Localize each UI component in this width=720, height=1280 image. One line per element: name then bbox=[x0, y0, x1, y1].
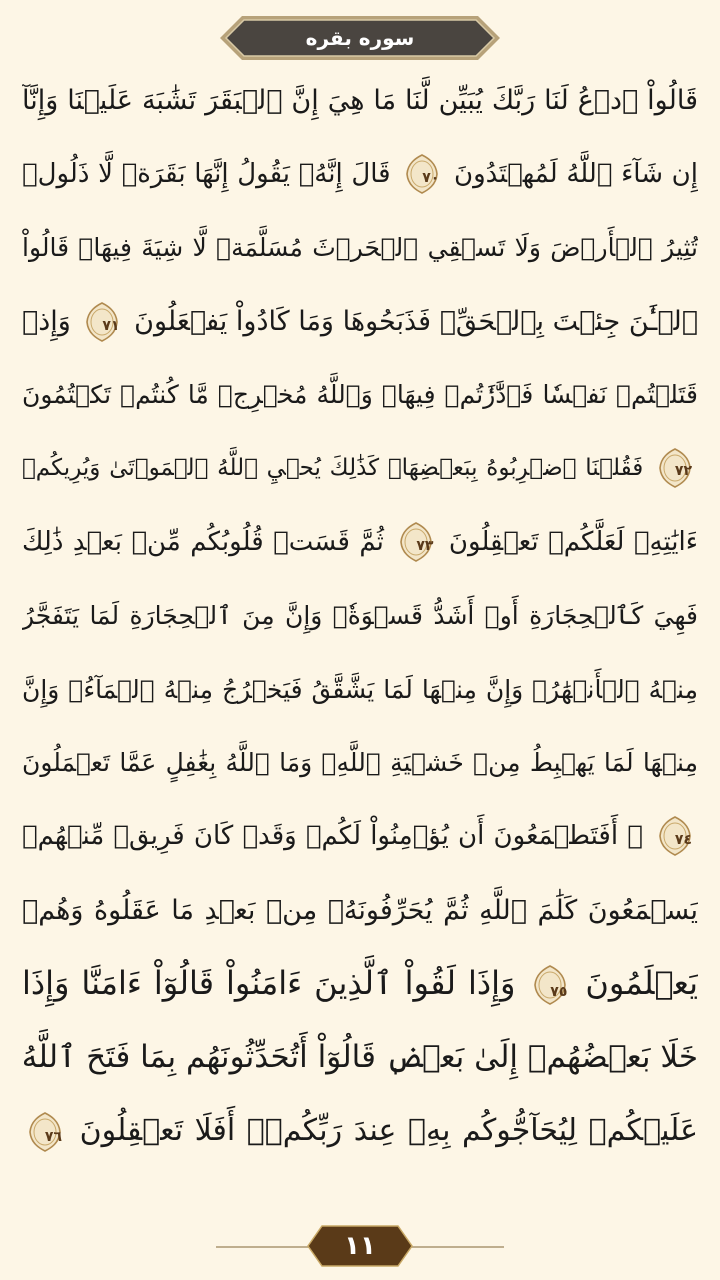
verse-text: إِن شَآءَ ٱللَّهُ لَمُهۡتَدُونَ bbox=[453, 158, 698, 189]
quran-page-text bbox=[22, 64, 698, 1204]
ayah-number: ٧٢ bbox=[674, 463, 692, 480]
text-line bbox=[22, 138, 698, 212]
page-number: ١١ bbox=[344, 1231, 376, 1261]
surah-title: سوره بقره bbox=[305, 26, 415, 50]
surah-header bbox=[218, 14, 502, 62]
verse-text: يَعۡلَمُونَ bbox=[585, 964, 698, 1003]
text-line bbox=[22, 947, 698, 1021]
ayah-number: ٧٤ bbox=[674, 832, 693, 849]
text-line bbox=[22, 1094, 698, 1168]
ayah-number-marker bbox=[405, 154, 439, 194]
text-line bbox=[22, 358, 698, 432]
text-line bbox=[22, 1021, 698, 1095]
ayah-number-marker bbox=[533, 965, 567, 1005]
verse-text: وَإِذۡ bbox=[22, 305, 71, 337]
verse-text: فَقُلۡنَا ٱضۡرِبُوهُ بِبَعۡضِهَاۚ كَذَٰلِكَ يُحۡيِ ٱللَّهُ ٱلۡمَوۡتَىٰ وَيُرِيكُمۡ bbox=[22, 454, 644, 481]
verse-text: قَالُواْ ٱدۡعُ لَنَا رَبَّكَ يُبَيِّن لَّنَا مَا هِيَ إِنَّ ٱلۡبَقَرَ تَشَٰبَهَ عَلَيۡنَا وَإِنَّآ bbox=[22, 85, 698, 116]
footer-divider-right bbox=[408, 1246, 504, 1248]
verse-text: يَسۡمَعُونَ كَلَٰمَ ٱللَّهِ ثُمَّ يُحَرِّفُونَهُۥ مِنۢ بَعۡدِ مَا عَقَلُوهُ وَهُمۡ bbox=[22, 894, 698, 926]
verse-text: ءَايَٰتِهِۦ لَعَلَّكُمۡ تَعۡقِلُونَ bbox=[448, 526, 698, 557]
text-line bbox=[22, 800, 698, 874]
verse-text: قَتَلۡتُمۡ نَفۡسٗا فَٱدَّٰرَٰٔتُمۡ فِيهَاۖ وَٱللَّهُ مُخۡرِجٞ مَّا كُنتُمۡ تَكۡتُمُونَ bbox=[22, 380, 698, 410]
ayah-number: ٧٠ bbox=[422, 170, 440, 187]
ayah-number: ٧٦ bbox=[44, 1128, 62, 1145]
text-line bbox=[22, 653, 698, 727]
verse-text: مِنۡهَا لَمَا يَهۡبِطُ مِنۡ خَشۡيَةِ ٱللَّهِۗ وَمَا ٱللَّهُ بِغَٰفِلٍ عَمَّا تَعۡمَلُونَ bbox=[22, 748, 698, 778]
verse-text: وَإِذَا لَقُواْ ٱلَّذِينَ ءَامَنُواْ قَالُوٓاْ ءَامَنَّا وَإِذَا bbox=[22, 964, 516, 1003]
text-line bbox=[22, 432, 698, 506]
verse-text: ٱلۡـَٰٔنَ جِئۡتَ بِٱلۡحَقِّۚ فَذَبَحُوهَا وَمَا كَادُواْ يَفۡعَلُونَ bbox=[134, 305, 698, 337]
ayah-number: ٧٥ bbox=[550, 984, 568, 1001]
ayah-number-marker bbox=[399, 522, 433, 562]
verse-text: فَهِيَ كَٱلۡحِجَارَةِ أَوۡ أَشَدُّ قَسۡوَةٗۚ وَإِنَّ مِنَ ٱلۡحِجَارَةِ لَمَا يَتَفَجَّرُ bbox=[22, 601, 698, 631]
text-line bbox=[22, 874, 698, 948]
ayah-number: ٧٣ bbox=[416, 538, 434, 555]
verse-text: ثُمَّ قَسَتۡ قُلُوبُكُم مِّنۢ بَعۡدِ ذَٰلِكَ bbox=[22, 526, 384, 557]
text-line bbox=[22, 64, 698, 138]
page-number-tab bbox=[306, 1224, 414, 1268]
ayah-number-marker bbox=[28, 1112, 62, 1152]
ayah-number-marker bbox=[85, 302, 119, 342]
verse-text: تُثِيرُ ٱلۡأَرۡضَ وَلَا تَسۡقِي ٱلۡحَرۡثَ مُسَلَّمَةٞ لَّا شِيَةَ فِيهَاۚ قَالُواْ bbox=[22, 233, 698, 263]
verse-text: عَلَيۡكُمۡ لِيُحَآجُّوكُم بِهِۦ عِندَ رَبِّكُمۡۚ أَفَلَا تَعۡقِلُونَ bbox=[79, 1113, 698, 1149]
ayah-number-marker bbox=[658, 816, 692, 856]
verse-text: قَالَ إِنَّهُۥ يَقُولُ إِنَّهَا بَقَرَةٞ لَّا ذَلُولٞ bbox=[22, 158, 391, 189]
text-line bbox=[22, 211, 698, 285]
text-line bbox=[22, 506, 698, 580]
ayah-number: ٧١ bbox=[102, 318, 120, 335]
ayah-number-marker bbox=[658, 448, 692, 488]
text-line bbox=[22, 579, 698, 653]
text-line bbox=[22, 285, 698, 359]
text-line bbox=[22, 726, 698, 800]
verse-text: ۞ أَفَتَطۡمَعُونَ أَن يُؤۡمِنُواْ لَكُمۡ وَقَدۡ كَانَ فَرِيقٞ مِّنۡهُمۡ bbox=[22, 820, 643, 851]
verse-text: مِنۡهُ ٱلۡأَنۡهَٰرُۚ وَإِنَّ مِنۡهَا لَمَا يَشَّقَّقُ فَيَخۡرُجُ مِنۡهُ ٱلۡمَآءُۚ وَإِنَّ bbox=[22, 674, 698, 704]
verse-text: خَلَا بَعۡضُهُمۡ إِلَىٰ بَعۡضٖ قَالُوٓاْ أَتُحَدِّثُونَهُم بِمَا فَتَحَ ٱللَّهُ bbox=[22, 1038, 698, 1075]
footer-divider-left bbox=[216, 1246, 312, 1248]
